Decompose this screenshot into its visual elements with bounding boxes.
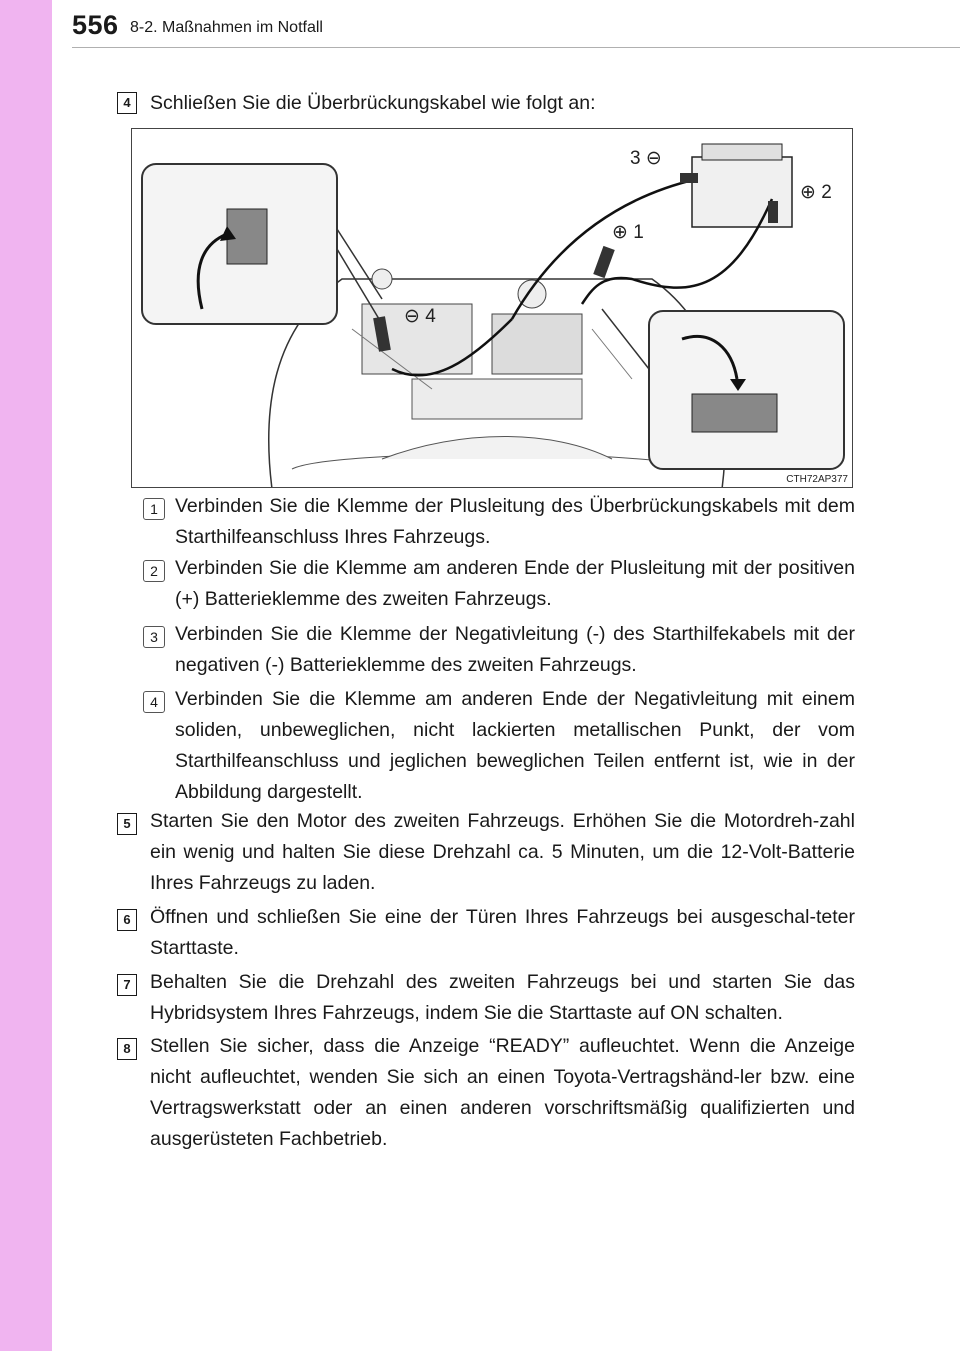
step-text: Schließen Sie die Überbrückungskabel wie folgt an: [150, 92, 596, 114]
substep-text: Verbinden Sie die Klemme der Plusleitung des Überbrückungskabels mit dem Starthilfeanschluss Ihres Fahrzeugs. [175, 495, 855, 548]
step-badge: 4 [117, 92, 137, 114]
step-text: Behalten Sie die Drehzahl des zweiten Fahrzeugs bei und starten Sie das Hybridsystem Ihres Fahrzeugs, indem Sie die Starttaste auf ON schalten. [150, 971, 855, 1024]
callout-3-negative: 3 ⊖ [630, 148, 662, 169]
substep-number: 4 [143, 691, 165, 713]
jump-start-illustration [131, 128, 853, 488]
callout-1-positive: ⊕ 1 [612, 222, 644, 243]
step-text: Starten Sie den Motor des zweiten Fahrzeugs. Erhöhen Sie die Motordreh-zahl ein wenig und halten Sie diese Drehzahl ca. 5 Minuten, um die 12-Volt-Batterie Ihres Fahrzeugs zu laden. [150, 810, 855, 894]
figure-code: CTH72AP377 [786, 474, 848, 485]
step-badge: 6 [117, 909, 137, 931]
step-badge: 8 [117, 1038, 137, 1060]
substep-text: Verbinden Sie die Klemme der Negativleitung (-) des Starthilfekabels mit der negativen (-) Batterieklemme des zweiten Fahrzeugs. [175, 623, 855, 676]
engine-bay-drawing [132, 129, 853, 488]
page-number: 556 [72, 10, 119, 40]
substep-number: 2 [143, 560, 165, 582]
substep-text: Verbinden Sie die Klemme am anderen Ende der Negativleitung mit einem soliden, unbeweglichen, nicht lackierten metallischen Punkt, der vom Starthilfeanschluss und jeglichen beweglichen Teilen entfernt ist, wie in der Abbildung dargestellt. [175, 688, 855, 803]
section-title: 8-2. Maßnahmen im Notfall [130, 19, 323, 36]
header-divider [72, 47, 960, 48]
substep-text: Verbinden Sie die Klemme am anderen Ende der Plusleitung mit der positiven (+) Batterieklemme des zweiten Fahrzeugs. [175, 557, 855, 610]
step-text: Stellen Sie sicher, dass die Anzeige “READY” aufleuchtet. Wenn die Anzeige nicht aufleuchtet, wenden Sie sich an einen Toyota-Vertragshänd-ler bzw. eine Vertragswerkstatt oder an einen anderen vorschriftsmäßig qualifizierten und ausgerüsteten Fachbetrieb. [150, 1035, 855, 1150]
substep-number: 1 [143, 498, 165, 520]
step-badge: 5 [117, 813, 137, 835]
substep-number: 3 [143, 626, 165, 648]
callout-4-negative: ⊖ 4 [404, 306, 436, 327]
step-text: Öffnen und schließen Sie eine der Türen Ihres Fahrzeugs bei ausgeschal-teter Starttaste. [150, 906, 855, 959]
step-badge: 7 [117, 974, 137, 996]
callout-2-positive: ⊕ 2 [800, 182, 832, 203]
chapter-tab-bar [0, 0, 52, 1351]
